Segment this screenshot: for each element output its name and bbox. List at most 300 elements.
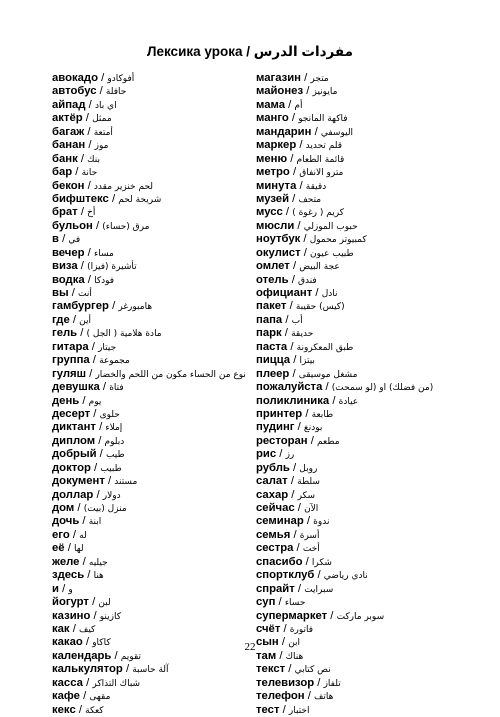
- vocabulary-entry: [52, 663, 257, 676]
- arabic-translation: تلفاز: [323, 678, 341, 689]
- russian-word: водка: [52, 273, 85, 286]
- separator: /: [82, 676, 93, 689]
- arabic-translation: أخ: [87, 208, 96, 219]
- arabic-translation: الآن: [304, 504, 319, 514]
- russian-word: какао: [52, 636, 83, 649]
- separator: /: [88, 596, 99, 609]
- russian-word: парк: [256, 327, 282, 340]
- arabic-translation: ابن: [288, 638, 301, 649]
- vocabulary-entry: [52, 677, 257, 690]
- vocabulary-entry: [256, 489, 466, 502]
- arabic-translation: نادل: [321, 289, 338, 299]
- separator: /: [302, 555, 312, 568]
- arabic-translation: إملاء: [105, 423, 123, 434]
- russian-word: группа: [52, 354, 90, 367]
- arabic-translation: حديقة: [291, 329, 314, 340]
- russian-word: сестра: [256, 542, 294, 555]
- separator: /: [86, 367, 96, 380]
- russian-word: манго: [256, 112, 289, 125]
- vocabulary-entry: [52, 381, 257, 394]
- arabic-translation: في: [68, 235, 81, 246]
- russian-word: пицца: [256, 354, 291, 367]
- separator: /: [77, 327, 87, 340]
- russian-word: текст: [256, 663, 286, 676]
- separator: /: [276, 649, 286, 662]
- separator: /: [95, 434, 105, 447]
- separator: /: [314, 676, 324, 689]
- russian-word: десерт: [52, 407, 91, 420]
- arabic-translation: سبرايت: [304, 584, 334, 595]
- arabic-translation: ندوة: [313, 517, 330, 528]
- separator: /: [329, 394, 339, 407]
- arabic-translation: طابعة: [311, 409, 334, 420]
- vocabulary-entry: [52, 72, 257, 85]
- arabic-translation: مايونيز: [312, 87, 338, 98]
- vocabulary-entry: [256, 690, 466, 703]
- vocabulary-entry: [52, 139, 257, 152]
- vocabulary-entry: [52, 112, 257, 125]
- arabic-translation: مشغل موسيقى: [298, 369, 358, 380]
- arabic-translation: عجة البيض: [299, 262, 340, 273]
- arabic-translation: أخت: [302, 544, 320, 555]
- separator: /: [294, 582, 305, 595]
- separator: /: [84, 246, 94, 259]
- arabic-translation: حساء: [284, 598, 306, 609]
- arabic-translation: قلم تحديد: [305, 141, 343, 152]
- arabic-translation: طبيب: [100, 463, 122, 474]
- vocabulary-entry: [52, 300, 257, 313]
- russian-word: семинар: [256, 515, 304, 528]
- arabic-translation: مقهى: [89, 692, 111, 703]
- separator: /: [307, 434, 318, 447]
- vocabulary-entry: [52, 515, 257, 528]
- vocabulary-entry: [52, 529, 257, 542]
- russian-word: актёр: [52, 112, 83, 125]
- arabic-translation: كريم ( رغوة ): [292, 208, 344, 219]
- vocabulary-entry: [52, 153, 257, 166]
- arabic-translation: مستند: [114, 477, 138, 488]
- vocabulary-entry: [52, 583, 257, 596]
- separator: /: [98, 72, 108, 84]
- arabic-translation: أين: [79, 315, 92, 326]
- russian-word: девушка: [52, 381, 100, 394]
- arabic-translation: عيادة: [338, 396, 359, 407]
- separator: /: [90, 461, 101, 474]
- arabic-translation: مادة هلامية ( الجل ): [86, 329, 162, 340]
- russian-word: дочь: [52, 515, 80, 528]
- vocabulary-entry: [256, 677, 466, 690]
- separator: /: [96, 85, 106, 98]
- russian-word: диктант: [52, 421, 96, 434]
- arabic-translation: منزل (بيت): [83, 504, 127, 514]
- separator: /: [82, 636, 93, 649]
- vocabulary-entry: [256, 462, 466, 475]
- arabic-translation: أم: [294, 100, 303, 111]
- separator: /: [289, 166, 300, 179]
- separator: /: [79, 555, 89, 568]
- russian-word: спрайт: [256, 582, 295, 595]
- russian-word: спасибо: [256, 555, 303, 568]
- russian-word: рубль: [256, 461, 290, 474]
- vocabulary-entry: [256, 193, 466, 206]
- separator: /: [90, 609, 100, 622]
- separator: /: [289, 461, 300, 474]
- russian-word: гуляш: [52, 367, 87, 380]
- russian-word: его: [52, 528, 70, 541]
- vocabulary-entry: [52, 180, 257, 193]
- russian-word: брат: [52, 206, 78, 219]
- arabic-translation: حلوى: [99, 409, 120, 420]
- separator: /: [122, 663, 133, 676]
- separator: /: [282, 206, 293, 219]
- separator: /: [300, 246, 311, 259]
- vocabulary-entry: [256, 85, 466, 98]
- page-title: Лексика урока / مفردات الدرس: [147, 44, 353, 59]
- vocabulary-entry: [256, 448, 466, 461]
- vocabulary-entry: [256, 542, 466, 555]
- separator: /: [294, 502, 305, 514]
- separator: /: [290, 354, 300, 367]
- vocabulary-entry: [52, 421, 257, 434]
- separator: /: [108, 300, 119, 313]
- russian-word: в: [52, 233, 59, 246]
- arabic-translation: نص كتابي: [294, 665, 331, 676]
- vocabulary-entry: [52, 502, 257, 515]
- vocabulary-entry: [52, 314, 257, 327]
- separator: /: [95, 421, 106, 434]
- page-number: 22: [244, 641, 256, 653]
- vocabulary-entry: [52, 341, 257, 354]
- russian-word: доктор: [52, 461, 91, 474]
- vocabulary-entry: [256, 354, 466, 367]
- arabic-translation: دبلوم: [104, 436, 125, 447]
- russian-word: калькулятор: [52, 663, 123, 676]
- vocabulary-entry: [52, 260, 257, 273]
- separator: /: [90, 407, 100, 420]
- russian-word: пожалуйста: [256, 381, 323, 394]
- vocabulary-entry: [256, 180, 466, 193]
- russian-word: бекон: [52, 179, 85, 192]
- arabic-translation: مجموعة: [99, 356, 130, 367]
- separator: /: [93, 488, 103, 501]
- separator: /: [327, 609, 337, 622]
- separator: /: [69, 528, 80, 541]
- arabic-translation: طبيب عيون: [310, 248, 354, 259]
- arabic-translation: بنك: [87, 154, 100, 165]
- vocabulary-entry: [256, 247, 466, 260]
- separator: /: [300, 233, 310, 246]
- separator: /: [69, 622, 80, 635]
- separator: /: [289, 192, 299, 205]
- arabic-translation: كازينو: [99, 611, 122, 622]
- russian-word: бар: [52, 166, 73, 179]
- vocabulary-entry: [256, 327, 466, 340]
- separator: /: [79, 690, 90, 703]
- arabic-translation: هاتف: [314, 692, 334, 703]
- vocabulary-entry: [256, 341, 466, 354]
- russian-word: плеер: [256, 367, 290, 380]
- russian-word: бульон: [52, 219, 93, 232]
- vocabulary-entry: [256, 166, 466, 179]
- arabic-translation: طيب: [105, 450, 125, 461]
- vocabulary-entry: [52, 126, 257, 139]
- russian-word: мама: [256, 98, 285, 111]
- vocabulary-entry: [256, 408, 466, 421]
- arabic-translation: (كيس) حقيبة: [295, 302, 345, 313]
- russian-word: авокадо: [52, 72, 98, 84]
- russian-word: кафе: [52, 690, 80, 703]
- separator: /: [289, 260, 300, 273]
- russian-word: касса: [52, 676, 83, 689]
- russian-word: минута: [256, 179, 297, 192]
- arabic-translation: فاتورة: [289, 624, 314, 635]
- separator: /: [111, 649, 121, 662]
- vocabulary-entry: [52, 193, 257, 206]
- arabic-translation: أسرة: [299, 530, 320, 541]
- separator: /: [99, 381, 110, 394]
- russian-word: автобус: [52, 85, 97, 98]
- separator: /: [303, 515, 314, 528]
- russian-word: метро: [256, 166, 290, 179]
- arabic-translation: فاكهة المانجو: [298, 114, 348, 125]
- arabic-translation: أب: [291, 315, 303, 326]
- russian-word: сахар: [256, 488, 289, 501]
- separator: /: [72, 166, 82, 179]
- russian-word: суп: [256, 596, 276, 609]
- russian-word: ноутбук: [256, 233, 301, 246]
- arabic-translation: تأشيرة (فيزا): [87, 262, 137, 273]
- russian-word: казино: [52, 609, 91, 622]
- arabic-translation: جيليه: [88, 557, 108, 568]
- russian-word: супермаркет: [256, 609, 328, 622]
- arabic-translation: آلة حاسبة: [132, 665, 169, 676]
- russian-word: здесь: [52, 569, 85, 582]
- arabic-translation: حبوب الموزلي: [303, 221, 358, 232]
- arabic-translation: كيف: [79, 624, 96, 635]
- russian-word: маркер: [256, 139, 297, 152]
- vocabulary-entry: [52, 448, 257, 461]
- vocabulary-entry: [52, 247, 257, 260]
- russian-word: папа: [256, 313, 283, 326]
- vocabulary-entry: [256, 502, 466, 515]
- russian-word: айпад: [52, 98, 86, 111]
- separator: /: [79, 515, 89, 528]
- separator: /: [74, 502, 84, 514]
- separator: /: [92, 219, 103, 232]
- vocabulary-entry: [52, 85, 257, 98]
- separator: /: [64, 542, 74, 555]
- vocabulary-entry: [256, 139, 466, 152]
- arabic-translation: هامبورغر: [118, 302, 153, 313]
- vocabulary-entry: [52, 596, 257, 609]
- vocabulary-entry: [52, 475, 257, 488]
- arabic-translation: قائمة الطعام: [296, 154, 345, 165]
- russian-word: банан: [52, 139, 86, 152]
- russian-word: меню: [256, 152, 288, 165]
- arabic-translation: دقيقة: [305, 181, 327, 192]
- separator: /: [77, 152, 88, 165]
- arabic-translation: مرق (حساء): [102, 221, 150, 232]
- vocabulary-column-right: [256, 72, 466, 717]
- russian-word: там: [256, 649, 277, 662]
- separator: /: [69, 313, 80, 326]
- arabic-translation: مطعم: [317, 436, 340, 447]
- separator: /: [280, 622, 290, 635]
- separator: /: [68, 287, 79, 299]
- separator: /: [275, 596, 285, 609]
- vocabulary-entry: [256, 206, 466, 219]
- russian-word: музей: [256, 192, 290, 205]
- separator: /: [279, 703, 289, 716]
- russian-word: её: [52, 542, 65, 555]
- vocabulary-entry: [256, 704, 466, 717]
- russian-word: вечер: [52, 246, 85, 259]
- arabic-translation: حافلة: [105, 87, 127, 98]
- russian-word: счёт: [256, 622, 281, 635]
- separator: /: [85, 139, 95, 152]
- vocabulary-entry: [256, 153, 466, 166]
- arabic-translation: اليوسفي: [320, 127, 354, 138]
- russian-word: добрый: [52, 448, 97, 461]
- vocabulary-entry: [256, 395, 466, 408]
- vocabulary-entry: [52, 690, 257, 703]
- russian-word: багаж: [52, 125, 85, 138]
- separator: /: [290, 528, 300, 541]
- vocabulary-entry: [256, 233, 466, 246]
- arabic-translation: لحم خنزير مقدد: [93, 181, 154, 192]
- separator: /: [88, 340, 99, 353]
- vocabulary-entry: [256, 583, 466, 596]
- russian-word: отель: [256, 273, 289, 286]
- arabic-translation: متجر: [310, 74, 329, 84]
- vocabulary-entry: [256, 220, 466, 233]
- separator: /: [288, 112, 299, 125]
- separator: /: [89, 354, 100, 367]
- vocabulary-entry: [52, 489, 257, 502]
- russian-word: пудинг: [256, 421, 295, 434]
- vocabulary-entry: [256, 126, 466, 139]
- arabic-translation: اي باد: [94, 100, 117, 111]
- separator: /: [84, 179, 94, 192]
- vocabulary-entry: [256, 529, 466, 542]
- russian-word: гитара: [52, 340, 89, 353]
- vocabulary-entry: [52, 287, 257, 300]
- vocabulary-entry: [256, 610, 466, 623]
- arabic-translation: فتاة: [109, 383, 124, 394]
- arabic-translation: ابنة: [88, 517, 102, 528]
- vocabulary-entry: [256, 623, 466, 636]
- vocabulary-entry: [256, 72, 466, 85]
- separator: /: [296, 179, 306, 192]
- arabic-translation: طبق المعكرونة: [296, 342, 354, 353]
- separator: /: [312, 287, 322, 299]
- arabic-translation: موز: [94, 141, 109, 152]
- arabic-translation: مترو الانفاق: [299, 168, 344, 179]
- russian-word: бифштекс: [52, 192, 109, 205]
- arabic-translation: سكر: [297, 490, 316, 501]
- vocabulary-entry: [52, 233, 257, 246]
- separator: /: [77, 206, 88, 219]
- arabic-translation: بودنغ: [303, 423, 323, 434]
- russian-word: телефон: [256, 690, 305, 703]
- russian-word: сейчас: [256, 502, 295, 514]
- russian-word: окулист: [256, 246, 301, 259]
- arabic-translation: اختبار: [288, 705, 310, 716]
- arabic-translation: هناك: [285, 651, 304, 662]
- separator: /: [84, 569, 94, 582]
- vocabulary-entry: [52, 610, 257, 623]
- russian-word: пакет: [256, 300, 287, 313]
- russian-word: майонез: [256, 85, 304, 98]
- arabic-translation: رز: [285, 450, 295, 461]
- vocabulary-entry: [52, 206, 257, 219]
- separator: /: [285, 663, 295, 676]
- vocabulary-entry: [52, 368, 257, 381]
- vocabulary-entry: [256, 287, 466, 300]
- vocabulary-entry: [256, 112, 466, 125]
- arabic-translation: نوع من الحساء مكون من اللحم والخضار: [95, 369, 246, 380]
- vocabulary-entry: [256, 274, 466, 287]
- russian-word: сын: [256, 636, 279, 649]
- russian-word: омлет: [256, 260, 290, 273]
- arabic-translation: دولار: [102, 490, 121, 501]
- vocabulary-entry: [52, 166, 257, 179]
- arabic-translation: هنا: [93, 571, 104, 582]
- russian-word: виза: [52, 260, 78, 273]
- separator: /: [278, 636, 289, 649]
- separator: /: [82, 112, 93, 125]
- separator: /: [276, 448, 286, 461]
- arabic-translation: كاكاو: [92, 638, 111, 649]
- separator: /: [104, 475, 115, 488]
- separator: /: [79, 394, 89, 407]
- arabic-translation: لها: [74, 544, 84, 555]
- arabic-translation: بيتزا: [299, 356, 315, 367]
- russian-word: йогурт: [52, 596, 89, 609]
- russian-word: дом: [52, 502, 75, 514]
- separator: /: [287, 152, 297, 165]
- russian-word: официант: [256, 287, 313, 299]
- arabic-translation: أفوكادو: [107, 74, 135, 84]
- vocabulary-entry: [256, 314, 466, 327]
- arabic-translation: روبل: [299, 463, 318, 474]
- vocabulary-entry: [52, 408, 257, 421]
- separator: /: [58, 233, 69, 246]
- russian-word: семья: [256, 528, 291, 541]
- russian-word: телевизор: [256, 676, 315, 689]
- separator: /: [58, 582, 69, 595]
- vocabulary-entry: [256, 596, 466, 609]
- vocabulary-entry: [52, 327, 257, 340]
- separator: /: [303, 85, 313, 98]
- russian-word: желе: [52, 555, 80, 568]
- separator: /: [84, 125, 94, 138]
- separator: /: [294, 219, 304, 232]
- separator: /: [296, 139, 306, 152]
- vocabulary-entry: [256, 260, 466, 273]
- arabic-translation: كعكة: [85, 705, 104, 716]
- arabic-translation: شباك التذاكر: [92, 678, 141, 689]
- russian-word: мусс: [256, 206, 283, 219]
- separator: /: [322, 381, 332, 394]
- russian-word: поликлиника: [256, 394, 330, 407]
- arabic-translation: أنت: [78, 289, 92, 299]
- vocabulary-entry: [52, 99, 257, 112]
- russian-word: где: [52, 313, 70, 326]
- vocabulary-entry: [52, 274, 257, 287]
- russian-word: магазин: [256, 72, 301, 84]
- vocabulary-entry: [52, 556, 257, 569]
